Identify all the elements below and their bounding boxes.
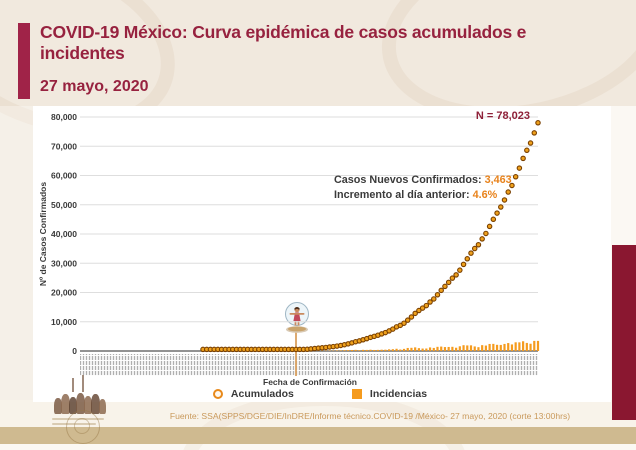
svg-text:0: 0: [72, 346, 77, 356]
increase-line: [334, 188, 512, 203]
x-axis-title: Fecha de Confirmación: [263, 377, 357, 387]
svg-text:70,000: 70,000: [51, 141, 77, 152]
svg-text:20,000: 20,000: [51, 287, 77, 298]
circle-marker-icon: [213, 389, 223, 399]
new-cases-line: [334, 173, 512, 188]
legend-item-acumulados: [213, 388, 294, 400]
svg-text:10,000: 10,000: [51, 316, 77, 327]
new-cases-annotation: [334, 173, 512, 203]
svg-text:80,000: 80,000: [51, 112, 77, 122]
chart-legend: [150, 388, 490, 400]
svg-text:40,000: 40,000: [51, 229, 77, 239]
svg-text:50,000: 50,000: [51, 199, 77, 210]
svg-text:30,000: 30,000: [51, 258, 77, 269]
legend-item-incidencias: [352, 388, 427, 400]
source-footer: Fuente: SSA(SPPS/DGE/DIE/InDRE/Informe técnico.COVID-19 /México- 27 mayo, 2020 (corte 13:00hrs): [169, 411, 571, 421]
legend-label: Incidencias: [369, 388, 428, 400]
increase-value: 4.6%: [472, 189, 498, 201]
increase-label: Incremento al día anterior:: [334, 189, 473, 201]
total-cases-label: N = 78,023: [475, 110, 530, 122]
svg-text:60,000: 60,000: [51, 170, 77, 181]
slide-date: 27 mayo, 2020: [40, 78, 149, 95]
square-marker-icon: [352, 389, 362, 399]
new-cases-label: Casos Nuevos Confirmados:: [334, 174, 485, 186]
new-cases-value: 3,463: [484, 174, 512, 186]
seal-watermark: [66, 410, 100, 444]
legend-label: Acumulados: [230, 388, 294, 400]
svg-text:Nº de Casos Confirmados: Nº de Casos Confirmados: [38, 181, 48, 287]
slide-title: COVID-19 México: Curva epidémica de casos acumulados e incidentes: [40, 22, 527, 64]
